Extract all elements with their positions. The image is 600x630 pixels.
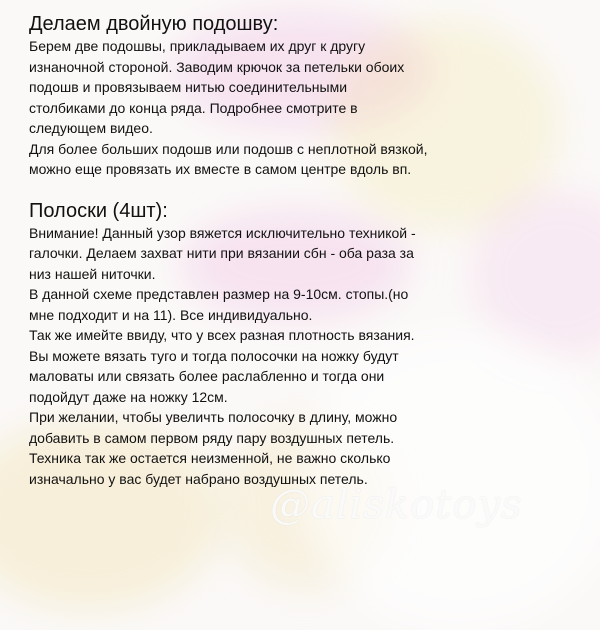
section-double-sole <box>29 12 589 180</box>
section-body: Берем две подошвы, прикладываем их друг к другу изнаночной стороной. Заводим крючок за петельки обоих подошв и провязываем нитью соединительными столбиками до конца ряда. Подробнее смотрите в следующем видео. Для более больших подошв или подошв с неплотной вязкой, можно еще провязать их вместе в самом центре вдоль вп. <box>29 38 428 177</box>
section-heading: Делаем двойную подошву: <box>29 13 279 35</box>
section-body: Внимание! Данный узор вяжется исключительно техникой - галочки. Делаем захват нити при вязании сбн - оба раза за низ нашей ниточки. В данной схеме представлен размер на 9-10см. стопы.(но мне подходит и на 11). Все индивидуально. Так же имейте ввиду, что у всех разная плотность вязания. Вы можете вязать туго и тогда полосочки на ножку будут маловаты или связать более раслабленно и тогда они подойдут даже на ножку 12см. При желании, чтобы увеличть полосочку в длину, можно добавить в самом первом ряду пару воздушных петель. Техника так же остается неизменной, не важно сколько изначально у вас будет набрано воздушных петель. <box>29 224 416 487</box>
instructions <box>29 12 589 489</box>
watermark: @aliskotoys <box>270 482 523 528</box>
section-strips <box>29 199 589 490</box>
section-heading: Полоски (4шт): <box>29 199 168 222</box>
